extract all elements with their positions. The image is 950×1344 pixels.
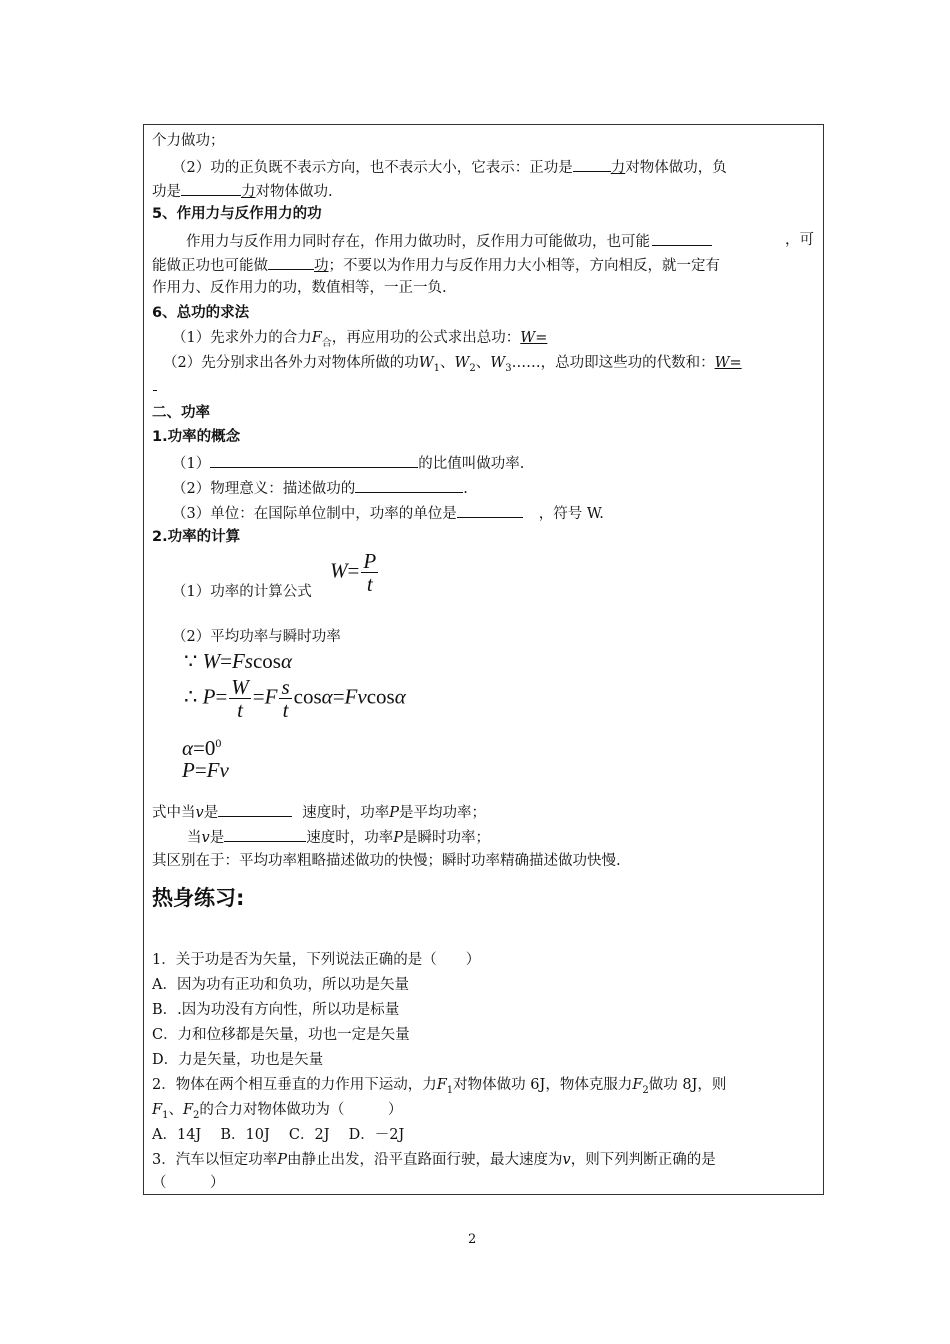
question-2: 2．物体在两个相互垂直的力作用下运动，力$F_1$对物体做功 6J，物体克服力$F_2$做功 8J，则 <box>152 1077 727 1096</box>
action-reaction-para-2: 能做正功也可能做 功；不要以为作用力与反作用力大小相等，方向相反，就一定有 <box>152 254 814 276</box>
heading-power-calc: 2.功率的计算 <box>152 529 241 545</box>
power-concept-1: （1） 的比值叫做功率. <box>172 452 524 474</box>
q1-option-b: B．.因为功没有方向性，所以功是标量 <box>152 1002 400 1018</box>
power-concept-2: （2）物理意义：描述做功的 . <box>172 477 468 499</box>
total-work-method-1: （1）先求外力的合力$F_合$，再应用功的公式求出总功：W= <box>172 330 548 349</box>
heading-action-reaction: 5、作用力与反作用力的功 <box>152 206 322 222</box>
heading-total-work: 6、总功的求法 <box>152 305 250 321</box>
q1-option-d: D．力是矢量，功也是矢量 <box>152 1052 324 1068</box>
question-3-cont: （ ） <box>152 1175 225 1191</box>
heading-power-concept: 1.功率的概念 <box>152 429 241 445</box>
q1-option-c: C．力和位移都是矢量，功也一定是矢量 <box>152 1027 410 1043</box>
underline-mark <box>153 390 157 391</box>
equation-angle: $\alpha=0^0$ <box>182 736 222 760</box>
q1-option-a: A．因为功有正功和负功，所以功是矢量 <box>152 977 409 993</box>
question-1: 1．关于功是否为矢量，下列说法正确的是（ ） <box>152 952 481 968</box>
heading-power: 二、功率 <box>152 405 210 421</box>
power-formula-label: （1）功率的计算公式 <box>172 584 312 600</box>
question-2-cont: $F_1$、$F_2$的合力对物体做功为（ ） <box>152 1102 403 1121</box>
power-concept-3: （3）单位：在国际单位制中，功率的单位是 ，符号 W. <box>172 502 604 524</box>
total-work-method-2: （2）先分别求出各外力对物体所做的功$W_1$、$W_2$、$W_3\dots\dots$，总功即这些功的代数和：W= <box>163 355 742 374</box>
avg-instant-label: （2）平均功率与瞬时功率 <box>172 629 341 645</box>
equation-p-fv: P=Fv <box>182 758 229 782</box>
question-3: 3．汽车以恒定功率P由静止出发，沿平直路面行驶，最大速度为v，则下列判断正确的是 <box>152 1152 716 1168</box>
page-number: 2 <box>468 1232 477 1247</box>
average-power-line: 式中当v是 速度时，功率P是平均功率； <box>152 801 486 823</box>
work-sign-line: （2）功的正负既不表示方向，也不表示大小，它表示：正功是 力对物体做功，负 <box>172 156 814 178</box>
work-sign-line-2: 功是 力对物体做功. <box>152 180 333 202</box>
equation-work: ∵ W=Fscosα <box>184 649 292 673</box>
equation-power: ∴ P= $\frac{W}{t}$ =F $\frac{s}{t}$ cosα=Fvcosα <box>184 675 406 722</box>
warmup-title: 热身练习: <box>152 886 245 910</box>
action-reaction-para-3: 作用力、反作用力的功，数值相等，一正一负. <box>152 280 447 296</box>
q2-options: A．14J B．10J C．2J D．－2J <box>152 1127 405 1143</box>
instant-power-line: 当v是 速度时，功率P是瞬时功率； <box>187 826 490 848</box>
difference-line: 其区别在于：平均功率粗略描述做功的快慢；瞬时功率精确描述做功快慢. <box>152 853 621 869</box>
line-continuation: 个力做功； <box>152 133 225 149</box>
power-formula: W= $\frac{P}{t}$ <box>330 549 377 596</box>
action-reaction-para-1: 作用力与反作用力同时存在，作用力做功时，反作用力可能做功，也可能 ，可 <box>186 232 814 250</box>
